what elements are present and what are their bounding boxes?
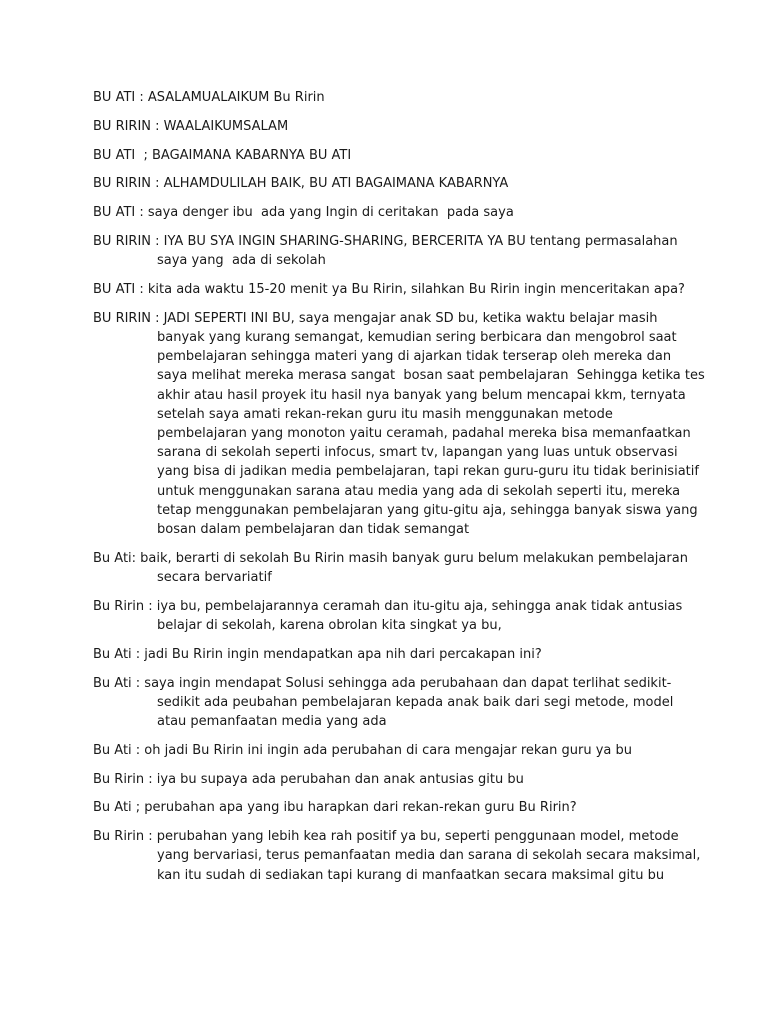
dialogue-transcript: [93, 88, 705, 894]
dialogue-line: secara bervariatif: [157, 570, 272, 586]
dialogue-line: bosan dalam pembelajaran dan tidak semangat: [157, 522, 470, 538]
dialogue-line: Bu Ati : saya ingin mendapat Solusi sehingga ada perubahaan dan dapat terlihat sedikit-: [93, 675, 672, 691]
dialogue-line: banyak yang kurang semangat, kemudian sering berbicara dan mengobrol saat: [157, 329, 677, 345]
dialogue-paragraph: [93, 117, 683, 136]
dialogue-paragraph: [93, 770, 683, 789]
dialogue-paragraph: [93, 798, 683, 817]
dialogue-paragraph: [93, 597, 683, 635]
dialogue-paragraph: [93, 174, 683, 193]
dialogue-line: BU RIRIN : ALHAMDULILAH BAIK, BU ATI BAGAIMANA KABARNYA: [93, 176, 509, 192]
dialogue-line: Bu Ririn : perubahan yang lebih kea rah positif ya bu, seperti penggunaan model, metode: [93, 829, 679, 845]
dialogue-line: pembelajaran sehingga materi yang di ajarkan tidak terserap oleh mereka dan: [157, 349, 672, 365]
dialogue-line: yang bervariasi, terus pemanfaatan media dan sarana di sekolah secara maksimal,: [157, 848, 701, 864]
dialogue-line: BU RIRIN : WAALAIKUMSALAM: [93, 118, 289, 134]
dialogue-line: setelah saya amati rekan-rekan guru itu masih menggunakan metode: [157, 406, 613, 422]
dialogue-paragraph: [93, 232, 683, 270]
dialogue-line: BU ATI : saya denger ibu ada yang Ingin di ceritakan pada saya: [93, 205, 514, 221]
dialogue-line: kan itu sudah di sediakan tapi kurang di manfaatkan secara maksimal gitu bu: [157, 867, 665, 883]
dialogue-line: yang bisa di jadikan media pembelajaran, tapi rekan guru-guru itu tidak berinisiatif: [157, 464, 699, 480]
dialogue-line: Bu Ati ; perubahan apa yang ibu harapkan dari rekan-rekan guru Bu Ririn?: [93, 800, 577, 816]
dialogue-line: belajar di sekolah, karena obrolan kita singkat ya bu,: [157, 618, 502, 634]
dialogue-paragraph: [93, 549, 688, 587]
dialogue-line: saya yang ada di sekolah: [157, 253, 326, 269]
dialogue-paragraph: [93, 674, 683, 732]
dialogue-line: BU ATI : ASALAMUALAIKUM Bu Ririn: [93, 90, 325, 105]
dialogue-line: Bu Ati : jadi Bu Ririn ingin mendapatkan apa nih dari percakapan ini?: [93, 646, 542, 662]
dialogue-line: untuk menggunakan sarana atau media yang ada di sekolah seperti itu, mereka: [157, 483, 681, 499]
dialogue-line: akhir atau hasil proyek itu hasil nya banyak yang belum mencapai kkm, ternyata: [157, 387, 686, 403]
dialogue-paragraph: [93, 88, 683, 107]
dialogue-paragraph: [93, 203, 683, 222]
dialogue-paragraph: [93, 309, 705, 539]
dialogue-line: Bu Ririn : iya bu supaya ada perubahan dan anak antusias gitu bu: [93, 771, 524, 787]
dialogue-paragraph: [93, 146, 683, 165]
dialogue-line: BU RIRIN : IYA BU SYA INGIN SHARING-SHARING, BERCERITA YA BU tentang permasalahan: [93, 233, 678, 249]
dialogue-paragraph: [93, 645, 683, 664]
dialogue-line: Bu Ati : oh jadi Bu Ririn ini ingin ada perubahan di cara mengajar rekan guru ya bu: [93, 742, 633, 758]
dialogue-paragraph: [93, 827, 701, 885]
dialogue-line: sedikit ada peubahan pembelajaran kepada anak baik dari segi metode, model: [157, 694, 674, 710]
dialogue-line: Bu Ririn : iya bu, pembelajarannya ceramah dan itu-gitu aja, sehingga anak tidak antusias: [93, 598, 683, 614]
dialogue-line: BU RIRIN : JADI SEPERTI INI BU, saya mengajar anak SD bu, ketika waktu belajar masih: [93, 310, 658, 326]
dialogue-line: Bu Ati: baik, berarti di sekolah Bu Ririn masih banyak guru belum melakukan pembelajaran: [93, 550, 688, 566]
dialogue-line: BU ATI : kita ada waktu 15-20 menit ya Bu Ririn, silahkan Bu Ririn ingin menceritakan apa?: [93, 281, 685, 297]
dialogue-line: BU ATI ; BAGAIMANA KABARNYA BU ATI: [93, 147, 352, 163]
dialogue-line: sarana di sekolah seperti infocus, smart tv, lapangan yang luas untuk observasi: [157, 445, 678, 461]
dialogue-line: pembelajaran yang monoton yaitu ceramah, padahal mereka bisa memanfaatkan: [157, 426, 691, 441]
dialogue-line: atau pemanfaatan media yang ada: [157, 714, 387, 730]
dialogue-paragraph: [93, 741, 683, 760]
dialogue-line: tetap menggunakan pembelajaran yang gitu-gitu aja, sehingga banyak siswa yang: [157, 502, 698, 518]
dialogue-line: saya melihat mereka merasa sangat bosan saat pembelajaran Sehingga ketika tes: [157, 368, 705, 384]
dialogue-paragraph: [93, 280, 683, 299]
